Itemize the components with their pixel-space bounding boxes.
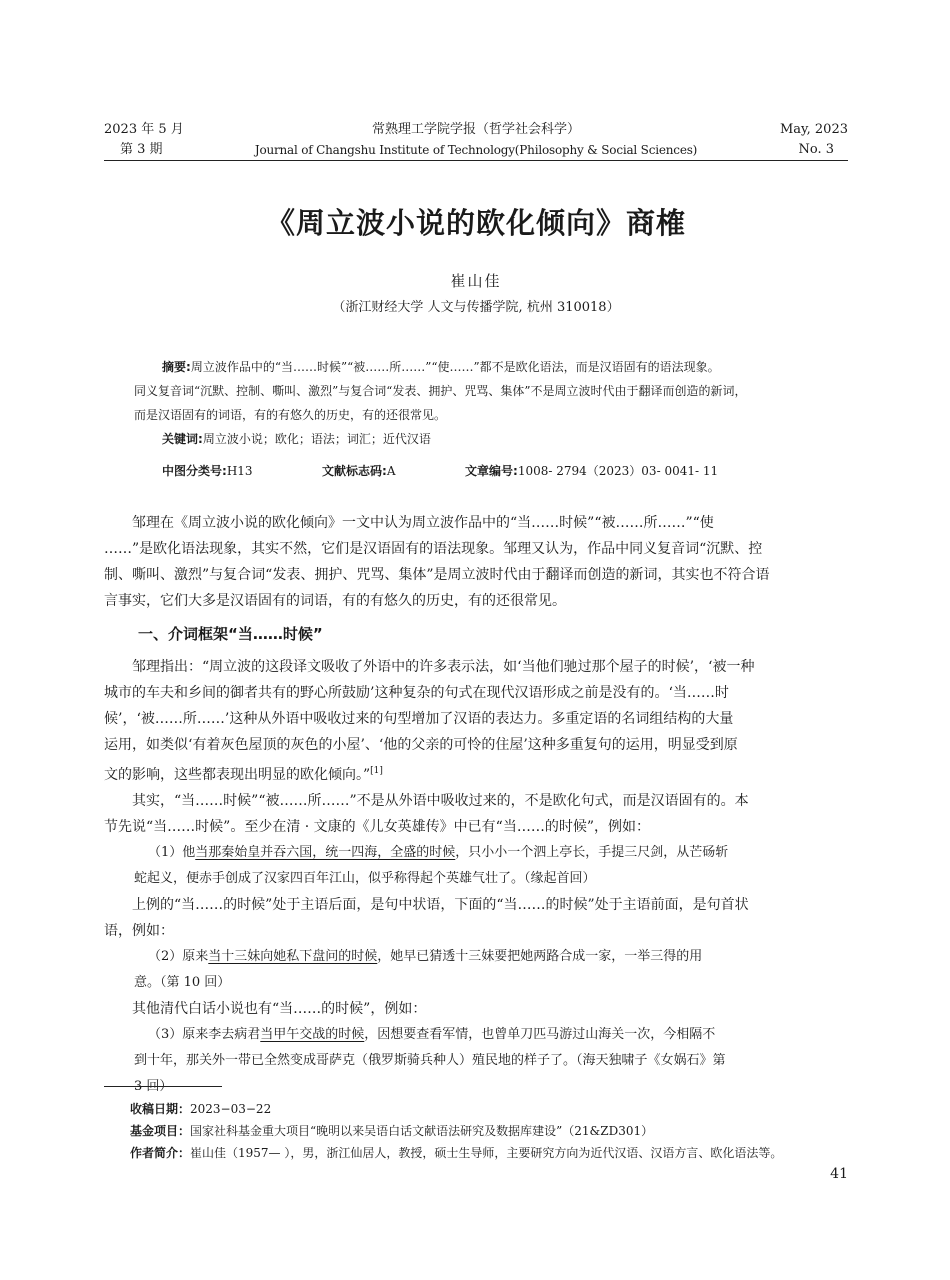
paragraph-4: 其他清代白话小说也有“当……的时候”，例如： [132,1001,427,1017]
article-id-label: 文章编号: [465,464,518,478]
section-heading: 一、介词框架“当……时候” [138,625,323,643]
received-date: 收稿日期：2023−03−22 [130,1102,272,1116]
doc-code-label: 文献标志码: [322,464,387,478]
clc-label: 中图分类号: [162,464,227,478]
intro-paragraph: 邹理在《周立波小说的欧化倾向》一文中认为周立波作品中的“当……时候”“被……所……”“使 ……”是欧化语法现象，其实不然，它们是汉语固有的语法现象。邹理又认为，作品中同义复音词“沉默、控 制、嘶叫、激烈”与复合词“发表、拥护、咒骂、集体”是周立波时代由于翻译而创造的新词，其实也不符合语 言事实，它们大多是汉语固有的词语，有的有悠久的历史，有的还很常见。 [104,515,770,609]
doc-code-value: A [386,464,396,478]
paragraph-3: 上例的“当……的时候”处于主语后面，是句中状语，下面的“当……的时候”处于主语前面，是句首状 [132,897,749,913]
clc-value: H13 [226,464,253,478]
footnotes [130,1098,850,1164]
header-date-en: May, 2023 [779,122,848,137]
header-date-cn: 2023 年 5 月 [104,122,184,137]
keywords-label: 关键词: [162,432,203,446]
footnote-divider [104,1086,222,1087]
header-issue-en: No. 3 [798,142,834,157]
classification-row [162,459,842,483]
quote-paragraph: 邹理指出：“周立波的这段译文吸收了外语中的许多表示法，如‘当他们驰过那个屋子的时候’，‘被一种 [132,659,755,675]
header-journal-cn: 常熟理工学院学报（哲学社会科学） [371,122,580,137]
header-issue-cn: 第 3 期 [120,142,163,157]
article-id-value: 1008- 2794（2023）03- 0041- 11 [517,464,719,478]
article-title: 《周立波小说的欧化倾向》商榷 [265,206,686,240]
header-divider [104,160,848,161]
abstract-line: 而是汉语固有的词语，有的有悠久的历史，有的还很常见。 [134,408,447,422]
abstract-line: 摘要:周立波作品中的“当……时候”“被……所……”“使……”都不是欧化语法，而是汉语固有的语法现象。 [162,360,720,374]
body-text: 邹理指出：“周立波的这段译文吸收了外语中的许多表示法，如‘当他们驰过那个屋子的时候’，‘被一种 城市的车夫和乡间的御者共有的野心所鼓励’这种复杂的句式在现代汉语形成之前是没有的。‘当……时 候’，‘被……所……’这种从外语中吸收过来的句型增加了汉语的表达力。多重定语的名词组结构的大量 运用，如类似‘有着灰色屋顶的灰色的小屋’、‘他的父亲的可怜的住屋’这种多重复句的运用，明显受到原 文的影响，这些都表现出明显的欧化倾向。”[1] 其实，“当……时候”“被……所……”不是从外语中吸收过来的，不是欧化句式，而是汉语固有的。本 节先说“当……时候”。至少在清 · 文康的《儿女英雄传》中已有“当……的时候”，例如： （1）他当那秦始皇并吞六国，统一四海，全盛的时候，只小小一个泗上亭长，手提三尺剑，从芒砀斩 蛇起义，便赤手创成了汉家四百年江山，似乎称得起个英雄气壮了。（缘起首回） 上例的“当……的时候”处于主语后面，是句中状语，下面的“当……的时候”处于主语前面，是句首状 语，例如： （2）原来当十三妹向她私下盘问的时候，她早已猜透十三妹要把她两路合成一家，一举三得的用 意。（第 10 回） 其他清代白话小说也有“当……的时候”，例如： （3）原来李去病君当甲午交战的时候，因想要查看军情，也曾单刀匹马游过山海关一次，今相隔不 到十年，那关外一带已全然变成哥萨克（俄罗斯骑兵种人）殖民地的样子了。（海天独啸子《女娲石》第 3 回） [104,654,850,1100]
header-journal-en: Journal of Changshu Institute of Technology(Philosophy & Social Sciences) [254,143,698,157]
example-1: （1）他当那秦始皇并吞六国，统一四海，全盛的时候，只小小一个泗上亭长，手提三尺剑，从芒砀斩 [148,845,729,860]
page-number: 41 [830,1166,848,1182]
keywords [134,427,834,451]
keywords-value: 周立波小说；欧化；语法；词汇；近代汉语 [202,432,431,446]
reference-marker[interactable]: [1] [370,766,383,776]
fund-info: 基金项目：国家社科基金重大项目“晚明以来吴语白话文献语法研究及数据库建设”（21&ZD301） [130,1124,654,1138]
header-right [700,120,848,160]
paragraph-2: 其实，“当……时候”“被……所……”不是从外语中吸收过来的，不是欧化句式，而是汉语固有的。本 [132,793,749,809]
abstract-line: 同义复音词“沉默、控制、嘶叫、激烈”与复合词“发表、拥护、咒骂、集体”不是周立波时代由于翻译而创造的新词， [134,384,747,398]
author-bio: 作者简介：崔山佳（1957— ），男，浙江仙居人，教授，硕士生导师，主要研究方向为近代汉语、汉语方言、欧化语法等。 [130,1146,783,1160]
abstract [134,355,834,451]
header-left [104,120,254,160]
abstract-label: 摘要: [162,360,191,374]
author-affiliation: （浙江财经大学 人文与传播学院, 杭州 310018） [332,300,620,315]
example-2: （2）原来当十三妹向她私下盘问的时候，她早已猜透十三妹要把她两路合成一家，一举三得的用 [148,949,703,964]
example-3: （3）原来李去病君当甲午交战的时候，因想要查看军情，也曾单刀匹马游过山海关一次，今相隔不 [148,1027,716,1042]
header-center [250,120,702,160]
author-name: 崔山佳 [450,272,502,290]
